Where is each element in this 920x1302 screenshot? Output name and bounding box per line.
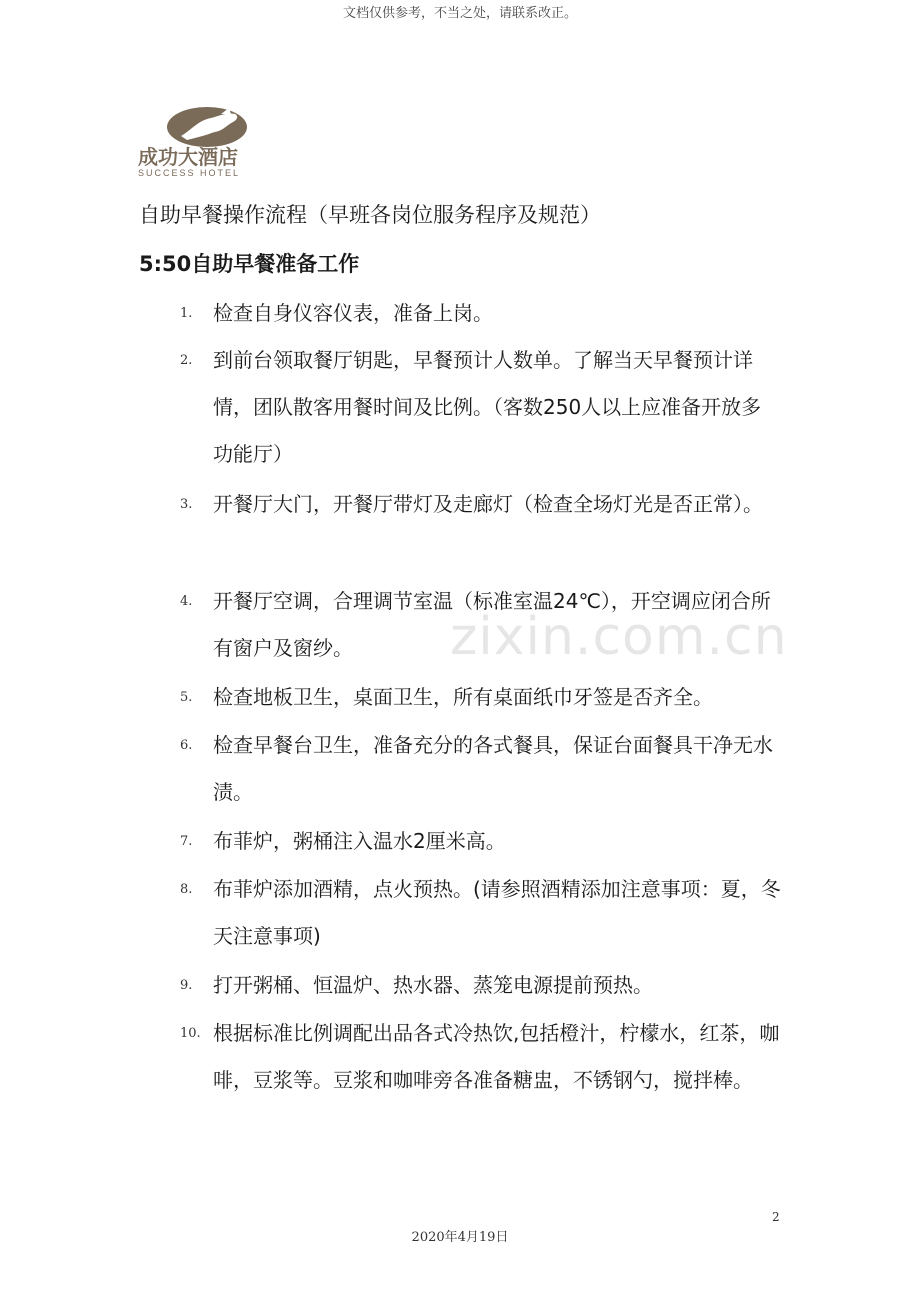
step-number: 4. xyxy=(180,594,193,609)
step-text: 检查早餐台卫生，准备充分的各式餐具，保证台面餐具干净无水渍。 xyxy=(213,733,773,804)
step-text: 打开粥桶、恒温炉、热水器、蒸笼电源提前预热。 xyxy=(213,973,653,997)
step-number: 5. xyxy=(180,690,193,705)
step-text: 根据标准比例调配出品各式冷热饮,包括橙汁，柠檬水，红茶，咖啡，豆浆等。豆浆和咖啡旁各准备糖盅，不锈钢勺，搅拌棒。 xyxy=(213,1021,780,1092)
step-text: 检查自身仪容仪表，准备上岗。 xyxy=(213,301,493,325)
logo-text-en: SUCCESS HOTEL xyxy=(138,168,241,178)
step-text: 开餐厅大门，开餐厅带灯及走廊灯（检查全场灯光是否正常）。 xyxy=(213,492,763,516)
step-number: 8. xyxy=(180,882,193,897)
step-text: 布菲炉，粥桶注入温水2厘米高。 xyxy=(213,829,506,853)
step-text: 开餐厅空调，合理调节室温（标准室温24℃），开空调应闭合所有窗户及窗纱。 xyxy=(213,589,771,660)
step-number: 2. xyxy=(180,353,193,368)
section-heading: 5:50自助早餐准备工作 xyxy=(139,252,360,276)
header-note: 文档仅供参考，不当之处，请联系改正。 xyxy=(342,6,577,21)
step-text: 到前台领取餐厅钥匙，早餐预计人数单。了解当天早餐预计详情，团队散客用餐时间及比例。（客数250人以上应准备开放多功能厅） xyxy=(213,348,762,466)
step-text: 检查地板卫生，桌面卫生，所有桌面纸巾牙签是否齐全。 xyxy=(213,685,713,709)
step-number: 9. xyxy=(180,978,193,993)
page-number: 2 xyxy=(772,1210,780,1224)
footer-date: 2020年4月19日 xyxy=(411,1230,509,1245)
step-text: 布菲炉添加酒精，点火预热。(请参照酒精添加注意事项：夏，冬天注意事项) xyxy=(213,877,781,948)
step-number: 6. xyxy=(180,738,193,753)
logo-text-cn: 成功大酒店 xyxy=(138,147,238,169)
hotel-logo xyxy=(137,102,282,178)
watermark: zixin.com.cn xyxy=(450,607,788,667)
step-number: 10. xyxy=(180,1026,201,1041)
step-number: 1. xyxy=(180,306,193,321)
step-number: 3. xyxy=(180,497,193,512)
document-title: 自助早餐操作流程（早班各岗位服务程序及规范） xyxy=(139,203,601,227)
step-number: 7. xyxy=(180,834,193,849)
